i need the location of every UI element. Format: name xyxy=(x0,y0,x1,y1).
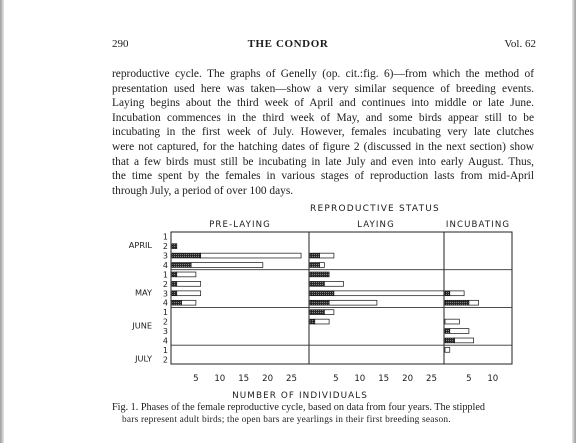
week-label: 4 xyxy=(162,336,168,346)
tick-label: 5 xyxy=(193,374,199,384)
week-label: 1 xyxy=(162,232,168,242)
yearling-bar xyxy=(320,263,325,268)
adult-bar xyxy=(310,310,324,315)
yearling-bar xyxy=(315,319,329,324)
x-axis-label: NUMBER OF INDIVIDUALS xyxy=(232,391,368,401)
month-label: JUNE xyxy=(132,320,152,331)
panel-label: PRE-LAYING xyxy=(209,220,271,230)
body-line: that a few birds must still be incubating in late July and even into early August. Thus, xyxy=(112,155,534,168)
yearling-bar xyxy=(455,338,474,343)
yearling-bar xyxy=(191,263,263,268)
tick-label: 15 xyxy=(238,374,250,384)
week-label: 3 xyxy=(162,327,168,336)
adult-bar xyxy=(310,253,320,258)
month-label: JULY xyxy=(135,353,152,364)
volume-label: Vol. 62 xyxy=(504,38,536,50)
adult-bar xyxy=(172,253,201,258)
adult-bar xyxy=(445,300,469,305)
tick-label: 15 xyxy=(378,374,390,384)
adult-bar xyxy=(445,329,450,334)
month-label: APRIL xyxy=(128,240,152,251)
tick-label: 25 xyxy=(426,374,437,384)
yearling-bar xyxy=(445,319,459,324)
adult-bar xyxy=(310,272,329,277)
adult-bar xyxy=(310,319,315,324)
tick-label: 5 xyxy=(333,374,339,384)
yearling-bar xyxy=(334,291,444,296)
yearling-bar xyxy=(177,272,196,277)
body-line: presentation used here was taken—show a very similar sequence of breeding events. xyxy=(112,82,534,95)
adult-bar xyxy=(445,291,450,296)
chart-title: REPRODUCTIVE STATUS xyxy=(310,204,440,214)
body-line: the time spent by the females in various stages of reproduction lasts from mid-April xyxy=(112,170,534,183)
yearling-bar xyxy=(445,347,450,352)
adult-bar xyxy=(172,244,177,249)
yearling-bar xyxy=(450,329,469,334)
yearling-bar xyxy=(201,253,301,258)
week-label: 1 xyxy=(162,270,168,280)
body-line: incubating in the first week of July. However, females incubating very late clutches xyxy=(112,126,534,139)
month-label: MAY xyxy=(134,287,152,298)
yearling-bar xyxy=(450,291,464,296)
week-label: 2 xyxy=(162,242,168,252)
adult-bar xyxy=(172,272,177,277)
adult-bar xyxy=(172,300,182,305)
week-label: 2 xyxy=(162,317,168,327)
adult-bar xyxy=(310,263,320,268)
week-label: 2 xyxy=(162,355,168,365)
yearling-bar xyxy=(469,300,479,305)
figure-caption xyxy=(112,402,536,426)
adult-bar xyxy=(310,291,334,296)
body-line: Incubation commences in the third week of May, and some birds appear still to be xyxy=(112,111,534,124)
yearling-bar xyxy=(324,281,343,286)
week-label: 3 xyxy=(162,289,168,299)
week-label: 4 xyxy=(162,261,168,270)
body-line: through July, a period of over 100 days. xyxy=(112,184,294,197)
yearling-bar xyxy=(182,300,196,305)
adult-bar xyxy=(310,281,324,286)
body-line: were not captured, for the hatching dates of figure 2 (discussed in the next section) show xyxy=(112,140,534,153)
yearling-bar xyxy=(324,310,334,315)
panel-label: INCUBATING xyxy=(445,220,511,230)
week-label: 3 xyxy=(162,251,168,261)
body-line: Laying begins about the third week of April and continues into middle or late June. xyxy=(112,97,534,110)
week-label: 1 xyxy=(162,345,168,355)
body-line: reproductive cycle. The graphs of Genelly (op. cit.:fig. 6)—from which the method of xyxy=(112,68,534,80)
caption-line: bars represent adult birds; the open bars are yearlings in their first breeding season. xyxy=(122,415,451,425)
tick-label: 10 xyxy=(487,374,499,384)
week-label: 2 xyxy=(162,279,168,289)
caption-line: Fig. 1. Phases of the female reproductive cycle, based on data from four years. The stippled xyxy=(112,402,485,413)
tick-label: 10 xyxy=(354,374,366,384)
adult-bar xyxy=(310,300,329,305)
yearling-bar xyxy=(329,300,377,305)
page-number: 290 xyxy=(112,38,129,50)
adult-bar xyxy=(172,263,191,268)
week-label: 1 xyxy=(162,308,168,318)
adult-bar xyxy=(445,338,455,343)
tick-label: 25 xyxy=(286,374,297,384)
yearling-bar xyxy=(177,281,201,286)
adult-bar xyxy=(172,291,177,296)
journal-title: THE CONDOR xyxy=(247,38,329,50)
week-label: 4 xyxy=(162,298,168,308)
yearling-bar xyxy=(320,253,334,258)
yearling-bar xyxy=(177,291,201,296)
tick-label: 10 xyxy=(214,374,226,384)
tick-label: 20 xyxy=(402,374,414,384)
tick-label: 5 xyxy=(466,374,472,384)
adult-bar xyxy=(172,281,177,286)
panel-label: LAYING xyxy=(357,220,395,230)
chart-frame xyxy=(171,232,512,364)
tick-label: 20 xyxy=(262,374,274,384)
